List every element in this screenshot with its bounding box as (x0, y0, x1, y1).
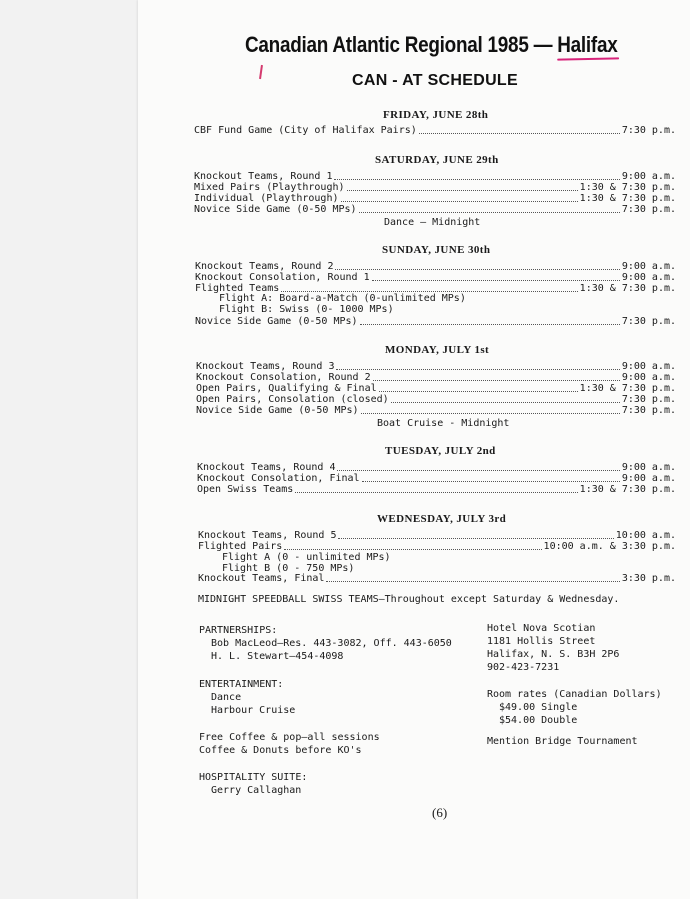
event-time: 1:30 & 7:30 p.m. (579, 182, 676, 193)
event-time: 9:00 a.m. (621, 361, 676, 372)
schedule-row (194, 171, 676, 182)
event-label: Individual (Playthrough) (194, 193, 339, 204)
event-label: Novice Side Game (0-50 MPs) (196, 405, 359, 416)
leader-dots (359, 211, 620, 213)
partnerships-heading: PARTNERSHIPS: (199, 625, 278, 636)
event-label: Knockout Consolation, Round 2 (196, 372, 371, 383)
schedule-row (197, 462, 676, 473)
event-label: Novice Side Game (0-50 MPs) (194, 204, 357, 215)
hotel-address: 1181 Hollis Street (487, 636, 596, 647)
leader-dots (337, 469, 619, 471)
leader-dots (281, 290, 577, 292)
rates-section (487, 688, 662, 727)
flight-line: Flight B (0 - 750 MPs) (222, 563, 355, 574)
entertainment-section (199, 678, 295, 717)
leader-dots (373, 379, 620, 381)
leader-dots (326, 580, 619, 582)
leader-dots (372, 279, 620, 281)
event-time: 7:30 p.m. (621, 204, 676, 215)
schedule-row (196, 405, 676, 416)
event-time: 1:30 & 7:30 p.m. (579, 193, 676, 204)
hotel-city: Halifax, N. S. B3H 2P6 (487, 649, 620, 660)
event-time: 7:30 p.m. (621, 125, 676, 136)
schedule-row (195, 272, 676, 283)
schedule-row (196, 361, 676, 372)
event-time: 7:30 p.m. (621, 316, 676, 327)
event-time: 9:00 a.m. (621, 261, 676, 272)
day-heading-monday: MONDAY, JULY 1st (385, 344, 490, 356)
schedule-row (196, 372, 676, 383)
event-time: 7:30 p.m. (621, 394, 676, 405)
event-label: Knockout Teams, Round 2 (195, 261, 334, 272)
event-label: Mixed Pairs (Playthrough) (194, 182, 345, 193)
schedule-row (194, 125, 676, 136)
hotel-section (487, 622, 619, 674)
title-text: Canadian Atlantic Regional 1985 — (245, 32, 558, 57)
day-heading-sunday: SUNDAY, JUNE 30th (382, 244, 491, 256)
event-label: Knockout Teams, Round 4 (197, 462, 336, 473)
schedule-row (195, 316, 676, 327)
day-heading-saturday: SATURDAY, JUNE 29th (375, 154, 499, 166)
schedule-row (196, 394, 676, 405)
event-label: Knockout Consolation, Final (197, 473, 360, 484)
flight-line: Flight B: Swiss (0- 1000 MPs) (219, 304, 394, 315)
hospitality-heading: HOSPITALITY SUITE: (199, 772, 308, 783)
flight-line: Flight A: Board-a-Match (0-unlimited MPs) (219, 293, 466, 304)
event-label: Knockout Teams, Final (198, 573, 325, 584)
schedule-row (196, 383, 676, 394)
event-label: Knockout Teams, Round 5 (198, 530, 337, 541)
rates-heading: Room rates (Canadian Dollars) (487, 689, 662, 700)
day-heading-wednesday: WEDNESDAY, JULY 3rd (377, 513, 507, 525)
refreshments-section (199, 731, 380, 757)
hospitality-contact: Gerry Callaghan (211, 785, 302, 796)
partnership-contact: Bob MacLeod—Res. 443-3082, Off. 443-6050 (211, 638, 452, 649)
event-time: 1:30 & 7:30 p.m. (579, 283, 676, 294)
event-label: Flighted Teams (195, 283, 280, 294)
leader-dots (361, 412, 620, 414)
title-city: Halifax (557, 32, 618, 57)
event-time: 9:00 a.m. (621, 171, 676, 182)
leader-dots (334, 178, 619, 180)
day-heading-friday: FRIDAY, JUNE 28th (383, 109, 489, 121)
leader-dots (336, 368, 619, 370)
entertainment-item: Dance (211, 692, 242, 703)
schedule-row (194, 204, 676, 215)
leader-dots (391, 401, 620, 403)
event-time: 1:30 & 7:30 p.m. (579, 383, 676, 394)
flight-line: Flight A (0 - unlimited MPs) (222, 552, 391, 563)
leader-dots (335, 268, 619, 270)
leader-dots (362, 480, 620, 482)
hospitality-section (199, 771, 307, 797)
event-label: Novice Side Game (0-50 MPs) (195, 316, 358, 327)
leader-dots (338, 537, 613, 539)
leader-dots (347, 189, 578, 191)
leader-dots (284, 548, 541, 550)
schedule-row (194, 193, 676, 204)
leader-dots (295, 491, 577, 493)
boat-cruise-note: Boat Cruise - Midnight (377, 418, 510, 429)
event-time: 9:00 a.m. (621, 462, 676, 473)
rate-single: $49.00 Single (499, 702, 578, 713)
schedule-row (198, 573, 676, 584)
schedule-row (197, 484, 676, 495)
page-title (245, 32, 618, 58)
event-label: Knockout Teams, Round 3 (196, 361, 335, 372)
page-number: (6) (432, 805, 448, 820)
rate-double: $54.00 Double (499, 715, 578, 726)
leader-dots (379, 390, 578, 392)
schedule-row (194, 182, 676, 193)
leader-dots (360, 323, 620, 325)
event-label: Open Swiss Teams (197, 484, 294, 495)
event-time: 1:30 & 7:30 p.m. (579, 484, 676, 495)
event-label: Flighted Pairs (198, 541, 283, 552)
event-time: 9:00 a.m. (621, 272, 676, 283)
entertainment-heading: ENTERTAINMENT: (199, 679, 284, 690)
dance-note: Dance — Midnight (384, 217, 481, 228)
midnight-speedball-note: MIDNIGHT SPEEDBALL SWISS TEAMS—Throughout except Saturday & Wednesday. (198, 594, 620, 605)
mention-note: Mention Bridge Tournament (487, 736, 638, 747)
event-time: 10:00 a.m. & 3:30 p.m. (543, 541, 676, 552)
refreshment-line: Coffee & Donuts before KO's (199, 745, 362, 756)
schedule-row (198, 541, 676, 552)
event-label: Knockout Teams, Round 1 (194, 171, 333, 182)
event-time: 9:00 a.m. (621, 372, 676, 383)
event-time: 3:30 p.m. (621, 573, 676, 584)
entertainment-item: Harbour Cruise (211, 705, 296, 716)
event-label: Open Pairs, Qualifying & Final (196, 383, 377, 394)
partnerships-section (199, 624, 452, 663)
event-time: 10:00 a.m. (615, 530, 676, 541)
leader-dots (419, 132, 620, 134)
event-label: Knockout Consolation, Round 1 (195, 272, 370, 283)
hotel-phone: 902-423-7231 (487, 662, 560, 673)
day-heading-tuesday: TUESDAY, JULY 2nd (385, 445, 496, 457)
refreshment-line: Free Coffee & pop—all sessions (199, 732, 380, 743)
event-label: CBF Fund Game (City of Halifax Pairs) (194, 125, 417, 136)
schedule-row (195, 261, 676, 272)
leader-dots (341, 200, 578, 202)
schedule-subtitle: CAN - AT SCHEDULE (352, 72, 518, 89)
schedule-row (198, 530, 676, 541)
event-time: 9:00 a.m. (621, 473, 676, 484)
schedule-row (197, 473, 676, 484)
event-label: Open Pairs, Consolation (closed) (196, 394, 389, 405)
hotel-name: Hotel Nova Scotian (487, 623, 596, 634)
partnership-contact: H. L. Stewart—454-4098 (211, 651, 344, 662)
event-time: 7:30 p.m. (621, 405, 676, 416)
